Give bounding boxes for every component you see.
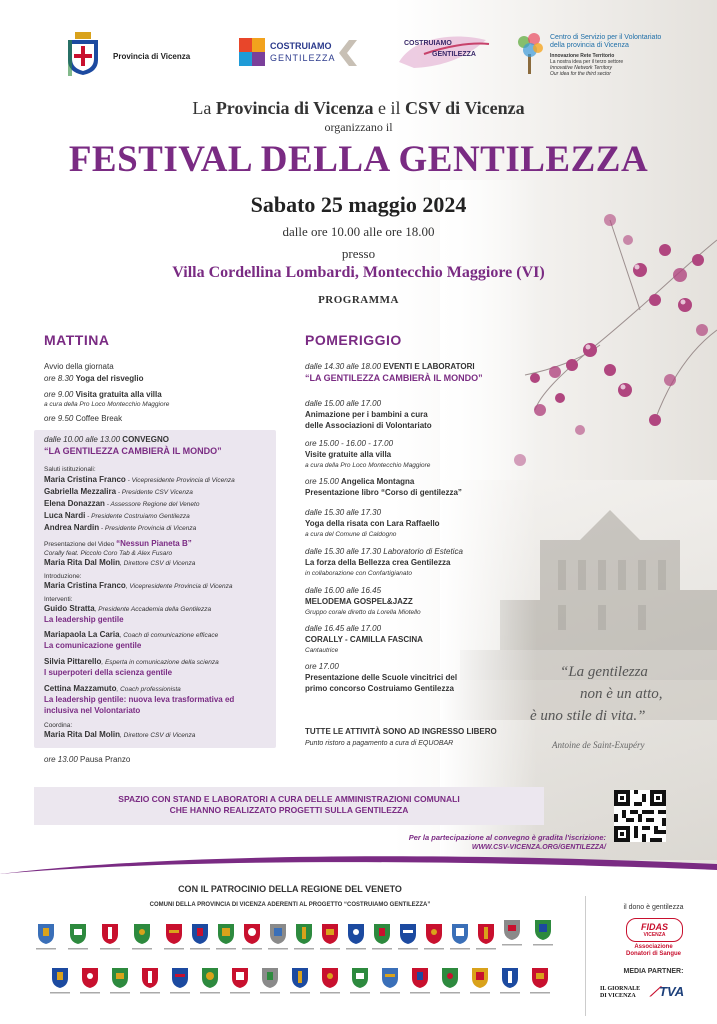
intro-label: Introduzione:: [44, 573, 82, 580]
giornale-logo: [600, 986, 640, 1000]
saluto-4-role: - Presidente Costruiamo Gentilezza: [85, 513, 190, 520]
patrocinio-title: CON IL PATROCINIO DELLA REGIONE DEL VENETO: [178, 884, 402, 894]
qr-code-icon[interactable]: [614, 790, 666, 842]
convegno-title: “LA GENTILEZZA CAMBIERÀ IL MONDO”: [44, 446, 222, 456]
e5-time: dalle 15.30 alle 17.30: [305, 508, 382, 517]
e2-l2: delle Associazioni di Volontariato: [305, 421, 432, 430]
visita-time: ore 9.00: [44, 390, 76, 399]
iscrizione-note: Per la partecipazione al convegno è gradita l'iscrizione:: [408, 833, 606, 842]
coord-label: Coordina:: [44, 722, 73, 729]
punto-ristoro: Punto ristoro a pagamento a cura di EQUOBAR: [305, 740, 454, 747]
programma-label: PROGRAMMA: [318, 294, 399, 306]
convegno-label: CONVEGNO: [122, 435, 169, 444]
provincia-label: Provincia di Vicenza: [113, 52, 191, 61]
visita-sub: a cura della Pro Loco Montecchio Maggiore: [44, 401, 170, 408]
csv-line6: Our idea for the third sector: [550, 71, 611, 77]
intro-pre: La: [192, 98, 216, 118]
i4-title-2: inclusiva nel Volontariato: [44, 706, 141, 715]
interventi-label: Interventi:: [44, 596, 73, 603]
intro-mid: e il: [373, 98, 405, 118]
i3-title: I superpoteri della scienza gentile: [44, 668, 173, 677]
saluti-label: Saluti istituzionali:: [44, 466, 96, 473]
e6-sub: in collaborazione con Confartigianato: [305, 570, 412, 577]
e4-title: Presentazione libro “Corso di gentilezza”: [305, 488, 462, 497]
video-speaker: [44, 558, 195, 568]
costruiamo-badge: [394, 32, 492, 72]
e1-line: [305, 362, 475, 371]
e7-time: dalle 16.00 alle 16.45: [305, 586, 382, 595]
i4-name: Cettina Mazzamuto: [44, 684, 117, 693]
coffee-title: Coffee Break: [75, 414, 123, 423]
fidas-logo: [626, 918, 683, 942]
badge-costruiamo: COSTRUIAMO: [404, 40, 452, 47]
provincia-crest-icon: [66, 32, 100, 76]
cube-icon: [239, 38, 265, 66]
i1-name: Guido Stratta: [44, 604, 95, 613]
csv-line5: Innovative Network Territory: [550, 65, 613, 71]
intro-speaker: [44, 581, 233, 591]
e7-title: MELODEMA GOSPEL&JAZZ: [305, 597, 413, 606]
e4-name: Angelica Montagna: [341, 477, 415, 486]
saluto-1: [44, 475, 235, 485]
i3-role: , Esperta in comunicazione della scienza: [101, 659, 219, 666]
saluto-5-role: - Presidente Provincia di Vicenza: [99, 525, 197, 532]
e3-time: ore 15.00 - 16.00 - 17.00: [305, 439, 394, 448]
e1-title: “LA GENTILEZZA CAMBIERÀ IL MONDO”: [305, 373, 483, 383]
e8-time: dalle 16.45 alle 17.00: [305, 624, 382, 633]
crest-icon: [30, 916, 570, 1016]
e6-time: dalle 15.30 alle 17.30 Laboratorio di Estetica: [305, 547, 463, 556]
e5-title: Yoga della risata con Lara Raffaello: [305, 519, 440, 528]
visita-title: Visita gratuita alla villa: [75, 390, 162, 399]
i2-title: La comunicazione gentile: [44, 641, 142, 650]
csv-line2: della provincia di Vicenza: [550, 42, 629, 49]
e9-time: ore 17.00: [305, 662, 339, 671]
saluto-5-name: Andrea Nardin: [44, 523, 100, 532]
pomeriggio-heading: POMERIGGIO: [305, 332, 402, 348]
intro-name: Maria Cristina Franco: [44, 581, 126, 590]
saluto-4-name: Luca Nardi: [44, 511, 86, 520]
i1-role: , Presidente Accademia della Gentilezza: [94, 606, 212, 613]
csv-line3: Innovazione Rete Territorio: [550, 53, 615, 59]
saluto-2: [44, 487, 193, 497]
intervento-2: [44, 630, 218, 640]
quote-line-2: non è un atto,: [580, 686, 663, 702]
fidas-line-2: Donatori di Sangue: [625, 951, 681, 957]
e5-sub: a cura del Comune di Caldogno: [305, 531, 397, 538]
stand-line-1: SPAZIO CON STAND E LABORATORI A CURA DELLE AMMINISTRAZIONI COMUNALI: [118, 794, 460, 804]
e8-title: CORALLY - CAMILLA FASCINA: [305, 635, 423, 644]
coord-role: , Direttore CSV di Vicenza: [120, 732, 196, 739]
e8-sub: Cantautrice: [305, 647, 339, 654]
pranzo-line: [44, 755, 130, 764]
intro-role: , Vicepresidente Provincia di Vicenza: [125, 583, 233, 590]
comuni-crests: [30, 916, 570, 1016]
i4-title-1: La leadership gentile: nuova leva trasformativa ed: [44, 695, 235, 704]
i3-name: Silvia Pittarello: [44, 657, 102, 666]
quote-line-3: è uno stile di vita.”: [530, 708, 646, 724]
villa-photo: [440, 180, 717, 860]
csv-line1: Centro di Servizio per il Volontariato: [550, 34, 662, 41]
chevron-icon: [339, 40, 357, 66]
csv-line4: La nostra idea per il terzo settore: [550, 59, 624, 65]
costruiamo-word: COSTRUIAMO: [270, 41, 332, 51]
coffee-line: [44, 414, 122, 423]
intro-line: [0, 98, 717, 119]
e7-sub: Gruppo corale diretto da Lorella Miotello: [305, 609, 421, 616]
fidas-sub: VICENZA: [643, 932, 666, 938]
csv-tree-icon: [514, 30, 546, 76]
i2-name: Mariapaola La Caria: [44, 630, 120, 639]
mattina-heading: MATTINA: [44, 332, 110, 348]
video-pre: Presentazione del Video: [44, 541, 117, 548]
giornale-line-2: DI VICENZA: [600, 993, 636, 999]
saluto-2-name: Gabriella Mezzalira: [44, 487, 117, 496]
convegno-time-line: [44, 435, 169, 444]
saluto-3: [44, 499, 199, 509]
e1-label: EVENTI E LABORATORI: [383, 362, 475, 371]
tva-word: TVA: [659, 984, 685, 999]
organize-line: organizzano il: [324, 120, 393, 134]
vertical-divider: [585, 896, 586, 1016]
video-name: Maria Rita Dal Molin: [44, 558, 121, 567]
saluto-1-name: Maria Cristina Franco: [44, 475, 126, 484]
yoga-time: ore 8.30: [44, 374, 76, 383]
stand-line-2: CHE HANNO REALIZZATO PROGETTI SULLA GENTILEZZA: [169, 805, 409, 815]
e2-time: dalle 15.00 alle 17.00: [305, 399, 382, 408]
festival-title: FESTIVAL DELLA GENTILEZZA: [68, 139, 649, 180]
fidas-line-1: Associazione: [634, 944, 673, 950]
i1-title: La leadership gentile: [44, 615, 124, 624]
event-venue: Villa Cordellina Lombardi, Montecchio Maggiore (VI): [172, 264, 545, 281]
e4-line: [305, 477, 414, 486]
tva-arrow-icon: ⟋: [650, 984, 660, 999]
visita-line: [44, 390, 162, 399]
coffee-time: ore 9.50: [44, 414, 76, 423]
avvio: Avvio della giornata: [44, 362, 114, 371]
iscrizione-url[interactable]: WWW.CSV-VICENZA.ORG/GENTILEZZA/: [471, 844, 606, 851]
intervento-4: [44, 684, 181, 694]
gentilezza-word: GENTILEZZA: [270, 53, 336, 63]
fidas-word: FIDAS: [641, 922, 668, 932]
badge-gentilezza: GENTILEZZA: [432, 51, 476, 58]
saluto-1-role: - Vicepresidente Provincia di Vicenza: [125, 477, 235, 484]
intro-provincia: Provincia di Vicenza: [215, 98, 374, 118]
e6-title: La forza della Bellezza crea Gentilezza: [305, 558, 451, 567]
intervento-1: [44, 604, 211, 614]
ingresso-libero: TUTTE LE ATTIVITÀ SONO AD INGRESSO LIBERO: [305, 727, 497, 736]
video-role: , Direttore CSV di Vicenza: [120, 560, 196, 567]
video-line: [44, 539, 192, 549]
event-date: Sabato 25 maggio 2024: [250, 192, 467, 217]
presso: presso: [341, 246, 376, 261]
yoga-line: [44, 374, 143, 383]
costruiamo-gentilezza-logo: [239, 38, 359, 68]
convegno-time: dalle 10.00 alle 13.00: [44, 435, 123, 444]
e3-title: Visite gratuite alla villa: [305, 450, 392, 459]
media-partner-label: MEDIA PARTNER:: [623, 968, 684, 975]
coord-speaker: [44, 730, 195, 740]
i2-role: , Coach di comunicazione efficace: [119, 632, 219, 639]
video-sub: Corally feat. Piccolo Coro Tab & Alex Fusaro: [44, 550, 173, 557]
saluto-5: [44, 523, 196, 533]
intro-csv: CSV di Vicenza: [404, 98, 525, 118]
quote-line-1: “La gentilezza: [560, 664, 648, 680]
e3-sub: a cura della Pro Loco Montecchio Maggiore: [305, 462, 431, 469]
coord-name: Maria Rita Dal Molin: [44, 730, 121, 739]
e9-l1: Presentazione delle Scuole vincitrici del: [305, 673, 458, 682]
e2-l1: Animazione per i bambini a cura: [305, 410, 428, 419]
yoga-title: Yoga del risveglio: [75, 374, 144, 383]
pranzo-time: ore 13.00: [44, 755, 81, 764]
quote-author: Antoine de Saint-Exupéry: [552, 740, 645, 750]
i4-role: , Coach professionista: [116, 686, 181, 693]
pranzo-title: Pausa Pranzo: [80, 755, 131, 764]
e4-time: ore 15.00: [305, 477, 342, 486]
saluto-3-name: Elena Donazzan: [44, 499, 105, 508]
saluto-2-role: - Presidente CSV Vicenza: [116, 489, 193, 496]
tva-logo: [650, 984, 684, 1000]
giornale-line-1: IL GIORNALE: [600, 986, 641, 992]
e1-time: dalle 14.30 alle 18.00: [305, 362, 384, 371]
dono-label: il dono è gentilezza: [623, 904, 684, 911]
video-title: “Nessun Pianeta B”: [116, 539, 192, 548]
comuni-title: COMUNI DELLA PROVINCIA DI VICENZA ADERENTI AL PROGETTO “COSTRUIAMO GENTILEZZA”: [149, 902, 431, 908]
swoosh-divider: [0, 850, 717, 874]
e9-l2: primo concorso Costruiamo Gentilezza: [305, 684, 454, 693]
saluto-3-role: - Assessore Regione del Veneto: [104, 501, 200, 508]
event-hours: dalle ore 10.00 alle ore 18.00: [282, 224, 435, 239]
intervento-3: [44, 657, 219, 667]
saluto-4: [44, 511, 190, 521]
